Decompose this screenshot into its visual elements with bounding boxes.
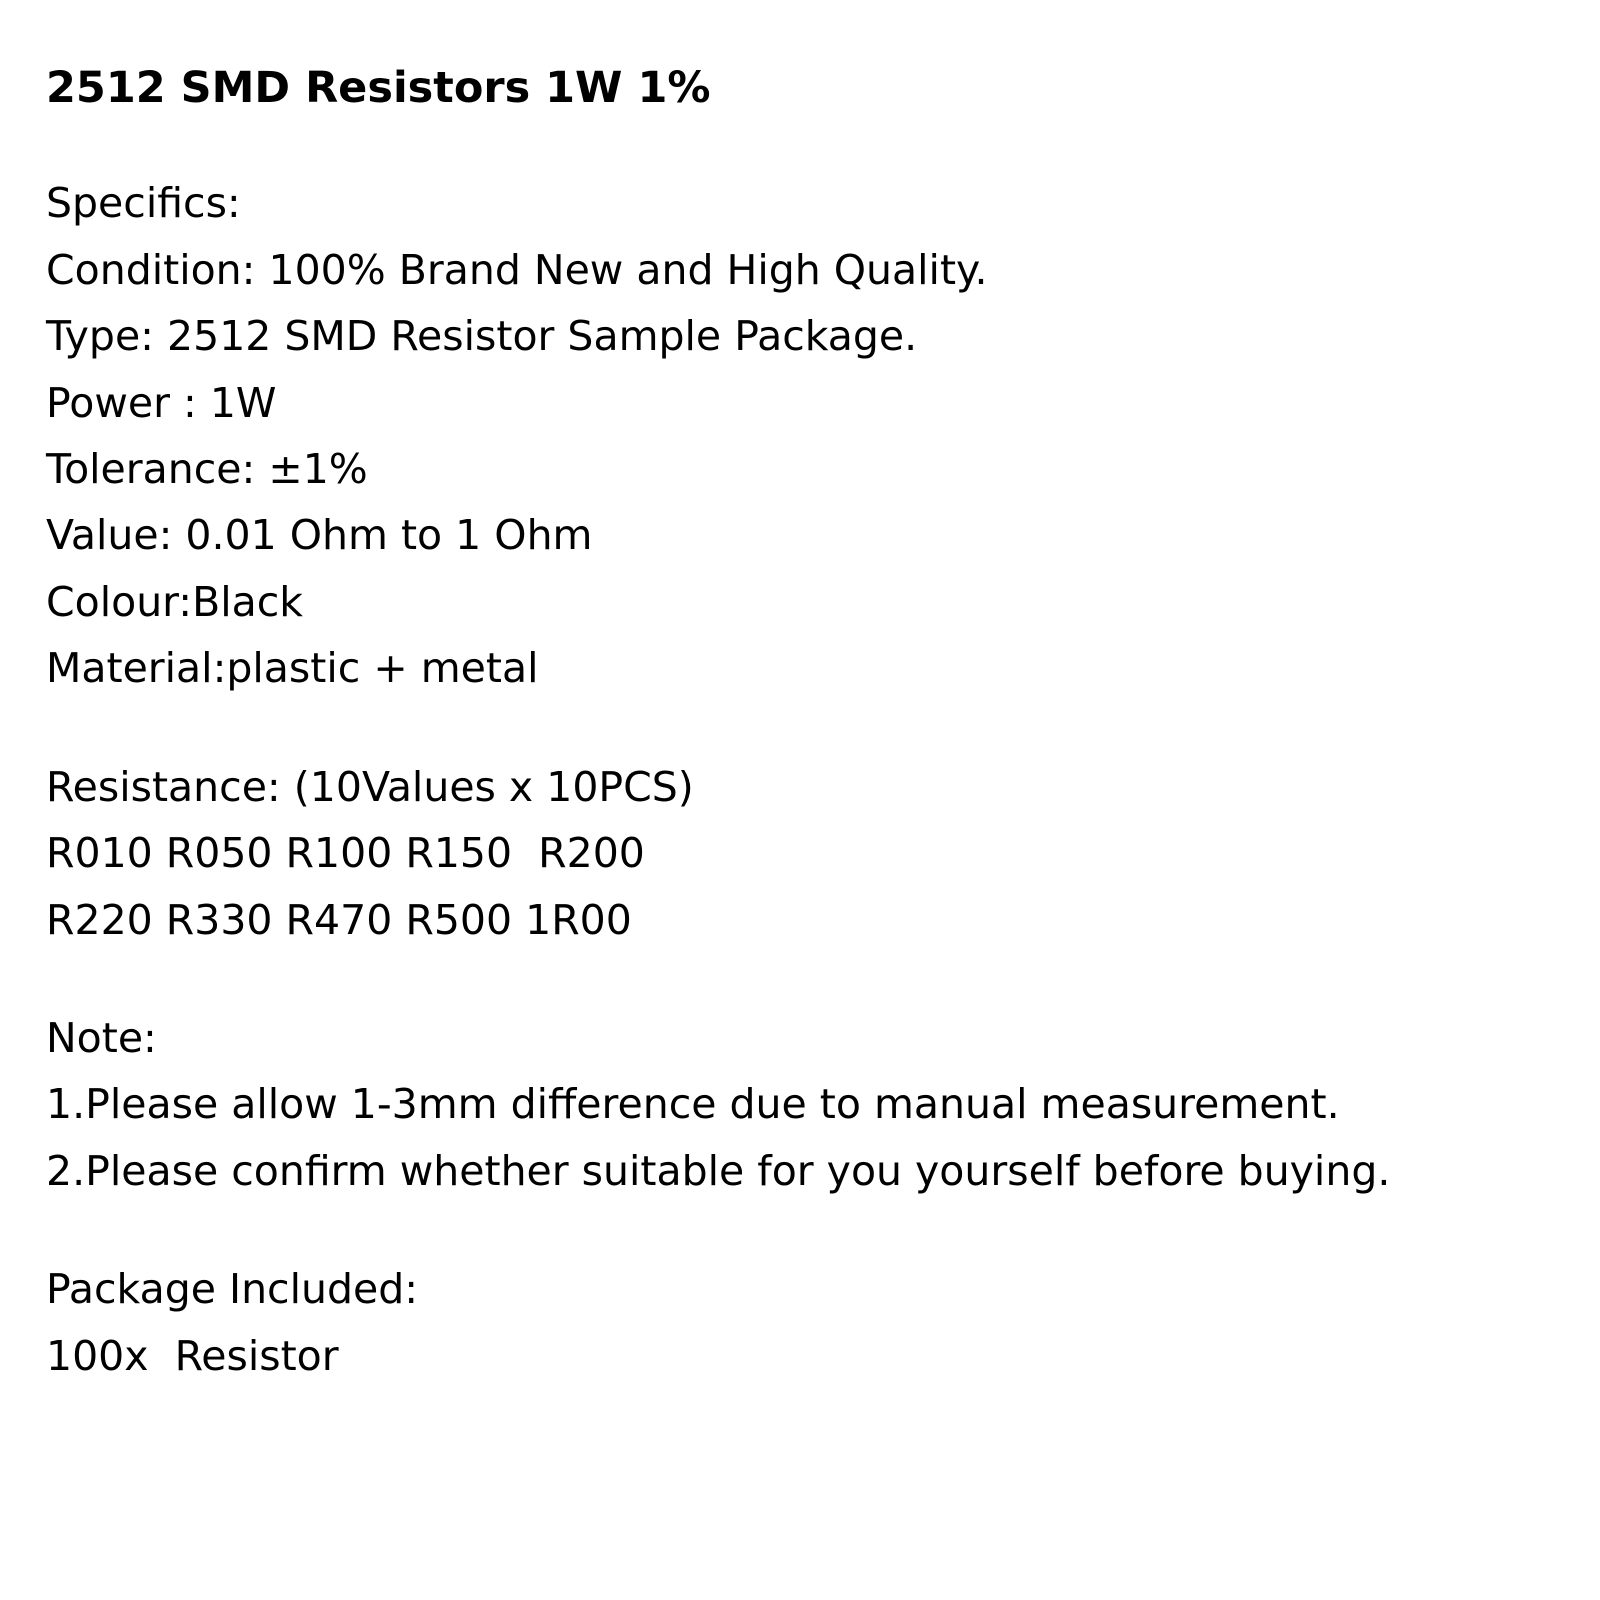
note-heading: Note: — [46, 1013, 157, 1062]
specifics-section — [46, 170, 1556, 701]
note-item-2: 2.Please confirm whether suitable for you yourself before buying. — [46, 1146, 1391, 1195]
spacer — [46, 114, 1556, 170]
spec-colour: Colour:Black — [46, 577, 304, 626]
package-heading: Package Included: — [46, 1265, 419, 1314]
spec-value: Value: 0.01 Ohm to 1 Ohm — [46, 511, 593, 560]
spacer — [46, 953, 1556, 1005]
spec-material: Material:plastic + metal — [46, 644, 539, 693]
package-section — [46, 1256, 1556, 1389]
page-title: 2512 SMD Resistors 1W 1% — [46, 63, 711, 113]
specifics-heading: Specifics: — [46, 179, 241, 228]
resistance-section — [46, 754, 1556, 953]
note-section — [46, 1005, 1556, 1204]
resistance-heading: Resistance: (10Values x 10PCS) — [46, 762, 694, 811]
resistance-row-1: R010 R050 R100 R150 R200 — [46, 829, 645, 878]
spacer — [46, 1204, 1556, 1256]
spacer — [46, 702, 1556, 754]
package-item-1: 100x Resistor — [46, 1331, 339, 1380]
spec-type: Type: 2512 SMD Resistor Sample Package. — [46, 312, 918, 361]
note-item-1: 1.Please allow 1-3mm difference due to manual measurement. — [46, 1080, 1340, 1129]
spec-power: Power : 1W — [46, 378, 277, 427]
spec-condition: Condition: 100% Brand New and High Quality. — [46, 245, 988, 294]
resistance-row-2: R220 R330 R470 R500 1R00 — [46, 895, 632, 944]
spec-tolerance: Tolerance: ±1% — [46, 445, 368, 494]
